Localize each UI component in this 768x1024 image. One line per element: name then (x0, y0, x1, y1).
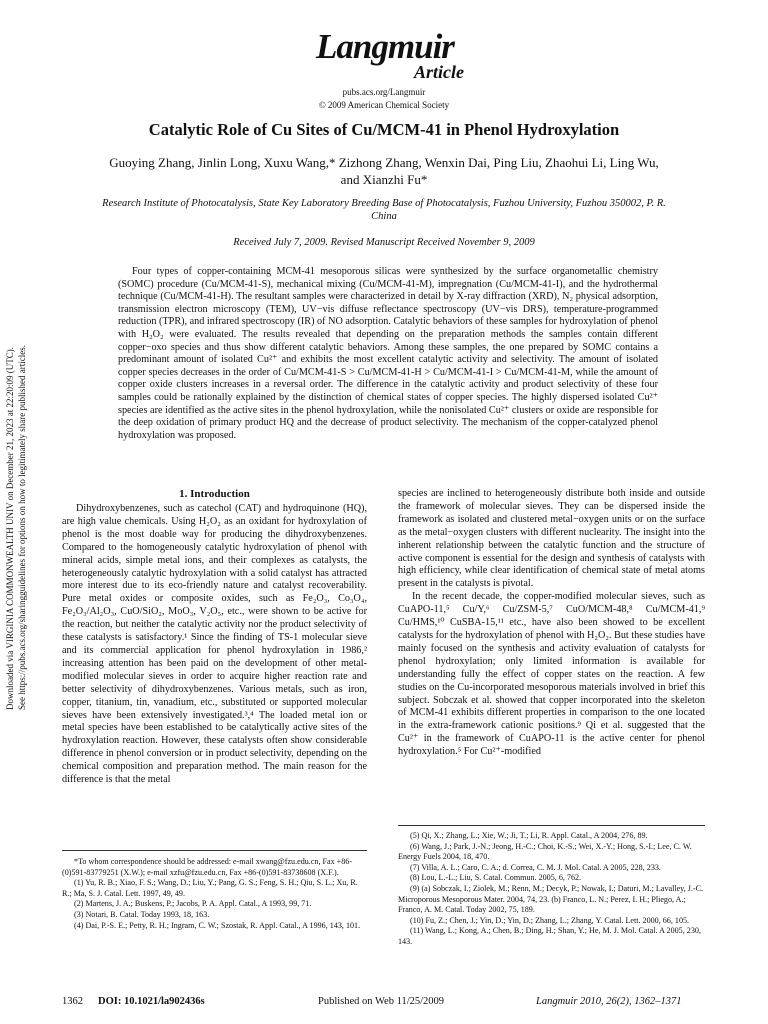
footnote: (11) Wang, L.; Kong, A.; Chen, B.; Ding, H.; Shan, Y.; He, M. J. Mol. Catal. A 2005, 230, 143. (398, 926, 701, 946)
download-watermark (0, 290, 40, 710)
journal-url[interactable]: pubs.acs.org/Langmuir (342, 87, 426, 97)
journal-citation: Langmuir 2010, 26(2), 1362–1371 (536, 996, 682, 1007)
footnote: (2) Martens, J. A.; Buskens, P.; Jacobs, P. A. Appl. Catal., A 1993, 99, 71. (74, 899, 312, 909)
affiliation: Research Institute of Photocatalysis, State Key Laboratory Breeding Base of Photocatalysis, Fuzhou University, Fuzhou 350002, P. R. China (102, 198, 666, 222)
footnote: (10) Fu, Z.; Chen, J.; Yin, D.; Yin, D.; Zhang, L.; Zhang, Y. Catal. Lett. 2000, 66, 105. (410, 915, 690, 925)
doi-link[interactable]: DOI: 10.1021/la902436s (98, 996, 205, 1007)
footnote: (5) Qi, X.; Zhang, L.; Xie, W.; Ji, T.; Li, R. Appl. Catal., A 2004, 276, 89. (410, 831, 648, 840)
footnote: (4) Dai, P.-S. E.; Petty, R. H.; Ingram, C. W.; Szostak, R. Appl. Catal., A 1996, 143, 101. (74, 920, 361, 930)
journal-logo: Langmuir (316, 27, 454, 66)
body-left-column (62, 503, 367, 787)
author-list: Guoying Zhang, Jinlin Long, Xuxu Wang,* Zizhong Zhang, Wenxin Dai, Ping Liu, Zhaohui Li, Ling Wu, and Xianzhi Fu* (109, 155, 659, 187)
body-right-column (398, 488, 705, 759)
copyright-notice: © 2009 American Chemical Society (318, 100, 450, 110)
section-heading: 1. Introduction (179, 488, 250, 500)
body-paragraph: species are inclined to heterogeneously distribute both inside and outside the framework of molecular sieves. They can be dispersed inside the framework as isolated and clustered metal−oxygen units or on the surface as the metal−oxygen clusters with different nuclearity. The insight into the inherent relationship between the catalytic function and the structure of active component is essential for the design and synthesis of catalysts with high efficiency, while clear identification of chemical state of metal atoms present in the catalysts is pivotal. (398, 488, 705, 590)
footnote-divider (62, 850, 367, 851)
footnote: (1) Yu, R. B.; Xiao, F. S.; Wang, D.; Liu, Y.; Pang, G. S.; Feng, S. H.; Qiu, S. L.; Xu, R. R.; Ma, S. J. Catal. Lett. 1997, 49, 49. (62, 878, 358, 898)
body-paragraph: In the recent decade, the copper-modified molecular sieves, such as CuAPO-11,⁵ Cu/Y,⁶ Cu/ZSM-5,⁷ CuO/MCM-48,⁸ Cu/MCM-41,⁹ Cu/HMS,¹⁰ CuSBA-15,¹¹ etc., have also been showed to be excellent catalysts for the hydroxylation of phenol with H₂O₂. But these studies have mainly focused on the synthesis and activity evaluation of catalysts for phenol hydroxylation; only limited information is available for understanding fully the effect of copper states on the reaction. A few studies on the Cu-incorporated mesoporous materials involved in brief this subject. Sobczak et al. showed that copper incorporated into the skeleton of MCM-41 exhibits different properties in comparison to the one located in the extra-framework cationic positions.⁹ Qi et al. suggested that the Cu²⁺ in the framework of CuAPO-11 is the active center for phenol hydroxylation.⁵ For Cu²⁺-modified (398, 591, 705, 758)
footnote-divider (398, 825, 705, 826)
footnote: (3) Notari, B. Catal. Today 1993, 18, 163. (74, 909, 210, 919)
footnote: (8) Lou, L.-L.; Liu, S. Catal. Commun. 2005, 6, 762. (410, 873, 582, 883)
watermark-line-1: Downloaded via VIRGINIA COMMONWEALTH UNIV on December 21, 2023 at 22:20:09 (UTC). (5, 346, 15, 710)
footnote: (7) Villa, A. L.; Caro, C. A.; d. Correa, C. M. J. Mol. Catal. A 2005, 228, 233. (410, 862, 661, 872)
footnote: (6) Wang, J.; Park, J.-N.; Jeong, H.-C.; Choi, K.-S.; Wei, X.-Y.; Hong, S.-I.; Lee, C. W. Energy Fuels 2004, 18, 470. (398, 841, 692, 862)
abstract: Four types of copper-containing MCM-41 mesoporous silicas were synthesized by the surface organometallic chemistry (SOMC) procedure (Cu/MCM-41-S), mechanical mixing (Cu/MCM-41-M), impregnation (Cu/MCM-41-I), and the hydrothermal technique (Cu/MCM-41-H). The resultant samples were characterized in detail by X-ray diffraction (XRD), N₂ physical adsorption, transmission electron microscopy (TEM), UV−vis diffuse reflectance spectroscopy (UV−vis DRS), temperature-programmed reduction (TPR), and infrared spectroscopy (IR) of NO adsorption. Catalytic behaviors of these samples for hydroxylation of phenol with H₂O₂ were evaluated. The results revealed that depending on the preparation methods the samples contain different copper−oxo species and thus show different catalytic behaviors. Among these samples, the one prepared by SOMC contains a predominant amount of isolated Cu²⁺ and exhibits the most excellent catalytic activity and selectivity. The amount of isolated copper species decreases in the order of Cu/MCM-41-S > Cu/MCM-41-H > Cu/MCM-41-I > Cu/MCM-41-M, while the amount of copper oxide clusters increases in a reversal order. The difference in the catalytic activity and product selectivity of these four samples could be rationally explained by the distinction of chemical states of copper species. The highly dispersed isolated Cu²⁺ species are identified as the active sites in the phenol hydroxylation, while the nonisolated Cu²⁺ clusters or oxide are responsible for the deep oxidation of primary product HQ and the decrease of product selectivity. The mechanism of the copper-catalyzed phenol hydroxylation was proposed. (118, 266, 658, 441)
footnote: (9) (a) Sobczak, I.; Ziolek, M.; Renn, M.; Decyk, P.; Nowak, I.; Daturi, M.; Lavalley, J.-C. Microporous Mesoporous Mater. 2004, 74, 23. (b) Franco, L. N.; Perez, I. H.; Pliego, A.; Franco, A. M. Catal. Today 2002, 75, 189. (398, 883, 704, 915)
paper-title: Catalytic Role of Cu Sites of Cu/MCM-41 in Phenol Hydroxylation (148, 120, 620, 139)
footnotes-left (62, 857, 367, 931)
footnotes-right (398, 831, 705, 948)
watermark-line-2: See https://pubs.acs.org/sharingguidelines for options on how to legitimately share published articles. (17, 344, 27, 710)
page-number: 1362 (62, 996, 83, 1007)
published-date: Published on Web 11/25/2009 (318, 996, 445, 1007)
body-paragraph: Dihydroxybenzenes, such as catechol (CAT) and hydroquinone (HQ), are high value chemicals. Using H₂O₂ as an oxidant for hydroxylation of phenol is the most doable way for producing the dihydroxybenzenes. Compared to the homogeneously catalytic hydroxylation of phenol with mineral acids, simple metal ions, and their complexes as catalysts, the heterogeneously catalytic hydroxylation with a solid catalyst has attracted more interest due to its eco-friendly nature and catalyst recoverability. Pure metal oxides or composite oxides, such as Fe₂O₃, Co₃O₄, Fe₂O₃/Al₂O₃, CuO/SiO₂, MoO₃, V₂O₅, etc., were shown to be active for the reaction, but neither the catalytic activity nor the product selectivity of these catalysts is satisfactory.¹ Since the finding of TS-1 molecular sieve and its commercial application for phenol hydroxylation in 1986,² increasing attention has been paid on the development of other metal-modified molecular sieves in order to acquire higher reaction rate and better selectivity of dihydroxybenzenes. Various metals, such as iron, copper, titanium, tin, vanadium, etc., substituted or supported molecular sieves have been extensively investigated.³,⁴ The loaded metal ion or metal species have been established to be catalytically active sites of the hydroxylation reaction. However, these catalysts often show considerable difference in phenol conversion or in product selectivity, depending on the chemical composition and preparation method. The main reason for the difference is that the metal (62, 503, 367, 786)
received-dates: Received July 7, 2009. Revised Manuscript Received November 9, 2009 (233, 237, 535, 248)
footnote: *To whom correspondence should be addressed: e-mail xwang@fzu.edu.cn, Fax +86-(0)591-83779251 (X.W.); e-mail xzfu@fzu.edu.cn, Fax +86-(0)591-83738608 (X.F.). (62, 857, 353, 877)
article-type-label: Article (414, 62, 464, 82)
